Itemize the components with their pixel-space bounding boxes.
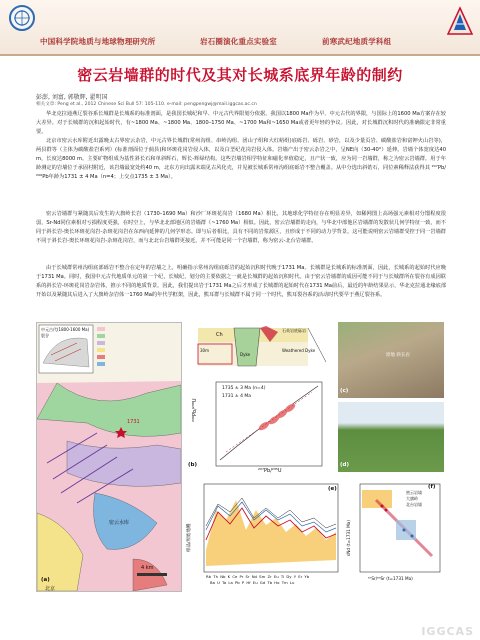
isotope-legend-1: 密云岩墙: [406, 490, 422, 495]
spider-xlabels-1: Rb Th Nb K Ce Pr Sr Nd Sm Zr Eu Ti Dy Y Er Yb: [206, 574, 310, 579]
concordia-note-1: 1735 ± 3 Ma (n=4): [222, 386, 266, 391]
map-reservoir-label: 密云水库: [109, 520, 130, 526]
dyke-label-dyke: Dyke: [240, 352, 251, 357]
map-scale-label: 4 km: [141, 565, 154, 571]
dyke-label-weathered: Weathered Dyke: [282, 348, 316, 353]
figure-e-label: (e): [328, 486, 337, 492]
spider-xlabels-2: Ba U Ta La Pb P Hf Eu Gd Tb Ho Tm Lu: [210, 580, 295, 585]
dyke-section-diagram: [186, 322, 332, 476]
authors: 彭澎, 刘富, 郭敬辉, 翟明国: [36, 94, 108, 101]
concordia-ylabel: ²⁰⁶Pb/²³⁸U: [192, 398, 198, 422]
abstract-paragraph-3: 密云岩墙群与紧随其后发生的大旗岭长岩（1730–1690 Ma）和沙厂环斑花岗岩（1680 Ma）相比，其地球化学特征存在明显差异，如稀网图上高场强元素相对分馏程度很弱，Sr-Nd同位素相对亏损程度更强，在时空上，与华北北部地区的岩墙群（~1760 Ma）相似。因此，密云岩墙群的走向，与华北中部他区岩墙群的发散状几何学特征一致，而不同于斜长岩-奥长环斑花岗岩-杂斑花岗岩在东西向延伸的几何学形态。即与后者相比，具有不同的岩浆源区，且形成于不同的动力学背景。这可能说明密云岩墙群受控于同一岩墙群不同于斜长岩-奥长环斑花岗岩-杂斑花岗岩，而与北北台岩墙群更接近。并不可能是同一个岩墙群，称为密云-北台岩墙群。: [36, 211, 446, 245]
figure-a-label: (a): [41, 577, 50, 583]
figure-c-label: (c): [340, 388, 349, 394]
cas-logo-icon: [8, 4, 36, 32]
figure-b-label: (b): [188, 462, 197, 468]
header-right-org: 前寒武纪地质学科组: [322, 37, 392, 46]
map-inset-title: 中元古代(1800-1600 Ma)裂谷: [41, 327, 90, 338]
photo-caption-1: 原地 斜长岩: [386, 353, 410, 358]
abstract-paragraph-1: 华北克拉通燕辽裂谷系长城群是长城系的标准剖面，是我国长城纪和早、中元古代界限划分依据。我国以1800 Ma作为早、中元古代的界限，与国际上的1600 Ma方案存在较大差异。对于长城群的沉积起始时代，有~1800 Ma、~1800 Ma、1800–1750 Ma、~1700 Ma和~1650 Ma或者更年轻的争议。因此，对长城群沉积时代的准确限定非常重要。: [36, 111, 446, 136]
spider-ylabel: 样品/原始地幔: [187, 523, 192, 552]
header-banner: [0, 0, 480, 56]
map-city-label: 北京: [45, 586, 56, 592]
institute-logo-icon: [446, 6, 474, 38]
map-age-label: 1731: [127, 419, 140, 425]
dyke-label-ch: Ch: [216, 332, 223, 338]
isotope-legend-3: 北台岩墙: [406, 502, 422, 507]
header-left-org: 中国科学院地质与地球物理研究所: [40, 37, 156, 46]
geologic-map: [37, 323, 181, 591]
isotope-xlabel: ⁸⁷Sr/⁸⁶Sr (t=1731 Ma): [368, 576, 413, 581]
figure-f-label: (f): [428, 484, 436, 490]
reference-line: 相关文章: Peng et al., 2012 Chinese Sci Bull 57: 105-110. e-mail: pengpengwj@mail.iggcas.ac.cn: [36, 102, 257, 107]
page-title: 密云岩墙群的时代及其对长城系底界年龄的制约: [77, 66, 403, 84]
header-divider: [0, 54, 480, 56]
spider-diagram-figure: [186, 480, 342, 590]
dyke-label-basal: 石英岩底砾岩: [282, 328, 306, 333]
concordia-xlabel: ²⁰⁷Pb/²³⁵U: [258, 468, 282, 474]
outcrop-photo-2: [338, 402, 444, 472]
header-center-org: 岩石圈演化重点实验室: [200, 37, 277, 46]
isotope-legend-2: 大旗岭: [406, 496, 418, 501]
abstract-paragraph-4: 由于长城群常州沟组底部砾岩不整合在定年的岩墙之上，明确指示常州沟组底砾岩的起始沉积时代晚于1731 Ma。长城群是长城系的标准剖面，因此，长城系的起始时代应晚于1731 Ma。同时，我国中元古代地质单元的第一个纪，长城纪，划分的主要依据之一就是长城群的起始沉积时代。由于密云岩墙群的成因可能不同于与长城群所在裂谷有成因联系的斜长岩-环斑花岗岩杂岩体，推示不同的地质背景。因此，我们提出岩于1731 Ma之后才形成了长城群的起始时代在1731 Ma前后，最近的年龄结果显示，华北克拉通北缘底部开始以及紧随其后进入了大旗岭杂岩体一1760 Ma的年代学框架，因此，熊耳群与长城群不属于同一个时代，熊耳裂谷系的活动时代要早于燕辽裂谷系。: [36, 265, 447, 299]
isotope-plot-figure: [346, 480, 444, 590]
figure-d-label: (d): [340, 462, 349, 468]
watermark: IGGCAS: [421, 625, 474, 638]
abstract-paragraph-2: 北京市密云水库附近出露晚太古界密云杂岩，中元古界长城群(常州沟组、串岭沟组、团山子组和大红峪组)底砾岩、砾岩、砂岩，以及少量页岩、碳酸盐岩和富钾火山岩等)，两县群等（主体为碳酸盐岩系列）(标准剖面位于蓟县)和环斑花岗岩侵入体，以及白垩纪花岗岩侵入体。岩墙产出于密云杂岩之中，呈NE向（30-40°）延伸。岩墙个体宽度达40 m，长度达8000 m。主要矿物组成为基性斜长石和单斜辉石，辉长-辉绿结构。这些岩墙岩相学特征和磁化率值稳定，且产状一致，应为同一岩墙群，称之为密云岩墙群。用于年龄测定的岩墙位于承固村附近，该岩墙最宽处约40 m，北东方向出露末端见古风化壳，并见被长城系常州沟组底砾岩不整合覆盖。从中分选出斜锆石，同位素稀释法获得其 ²⁰⁷Pb/²⁰⁶Pb年龄为1731 ± 4 Ma（n=4；上交点1735 ± 3 Ma）。: [36, 138, 446, 181]
geologic-map-figure: [36, 322, 182, 592]
isotope-plot: [346, 480, 444, 590]
outcrop-photo-1: [338, 322, 444, 398]
isotope-ylabel: εNd (t=1731 Ma): [346, 520, 351, 556]
concordia-note-2: 1731 ± 4 Ma: [222, 394, 252, 399]
dyke-label-30m: 30m: [200, 348, 209, 353]
dyke-section-figure: [186, 322, 332, 476]
